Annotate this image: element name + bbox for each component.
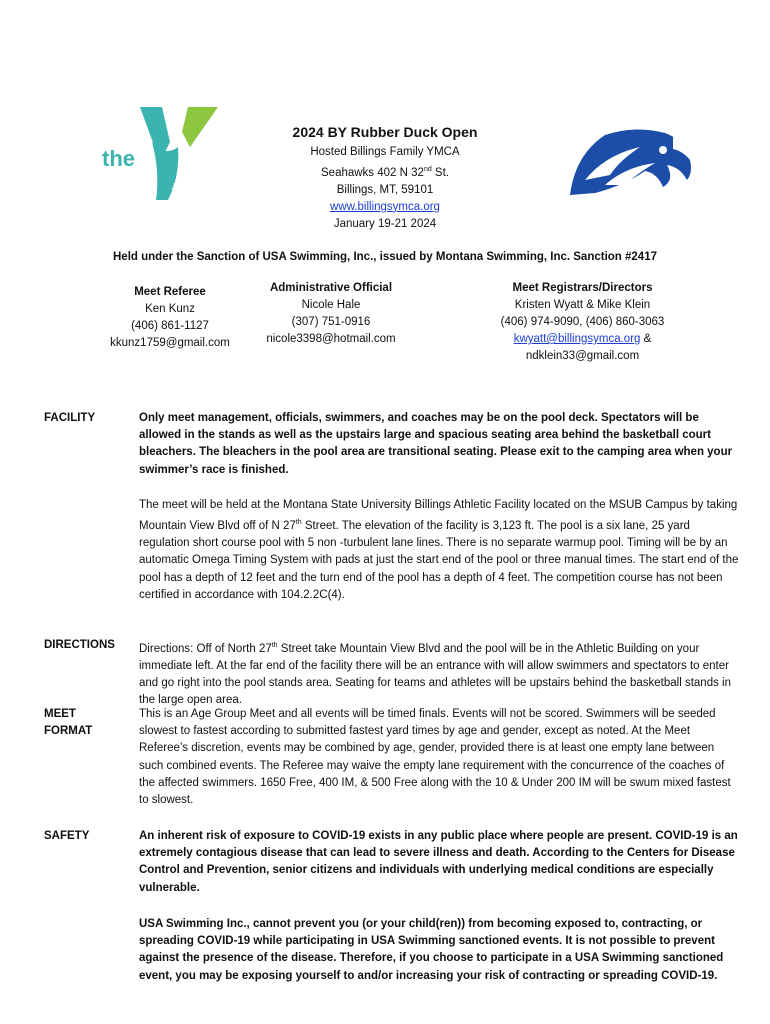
ymca-logo-the: the xyxy=(102,146,135,171)
host-line: Hosted Billings Family YMCA xyxy=(310,146,460,158)
referee-role: Meet Referee xyxy=(134,286,206,298)
registrars-names: Kristen Wyatt & Mike Klein xyxy=(514,299,651,311)
meet-format-text: This is an Age Group Meet and all events will be timed finals. Events will not be scored. Swimmers will be seeded slowest to fastest according to submitted fastest yard times by age and gender, except as noted. At the Meet Referee’s discretion, events may be combined by age, gender, provided there is at least one empty lane between such combined events. The Referee may waive the empty lane requirement with the concurrence of the coaches of the affected swimmers. 1650 Free, 400 IM, & 500 Free along with the 10 & Under 200 IM will be swum mixed fastest to slowest. xyxy=(139,708,731,807)
meet-dates: January 19-21 2024 xyxy=(333,217,437,230)
facility-label: FACILITY xyxy=(44,412,96,424)
registrar-amp: & xyxy=(640,333,652,345)
meet-header xyxy=(240,124,530,233)
registrar-email-2: ndklein33@gmail.com xyxy=(525,350,640,362)
referee-phone: (406) 861-1127 xyxy=(131,320,209,332)
facility-description: The meet will be held at the Montana State University Billings Athletic Facility located on the MSUB Campus by taking Mountain View Blvd off of N 27th Street. The elevation of the facility is 3,123 ft. The pool is a six lane, 25 yard regulation short course pool with 5 non -turbulent lane lines. There is no separate warmup pool. Timing will be by an automatic Omega Timing System with pads at just the start end of the pool or three manual times. The start end of the pool has a depth of 12 feet and the turn end of the pool has a depth of 4 feet. The competition course has not been certified in accordance with 104.2.2C(4). xyxy=(139,499,739,601)
referee-email: kkunz1759@gmail.com xyxy=(110,337,230,349)
registrars-contact xyxy=(480,280,685,365)
directions-text: Directions: Off of North 27th Street take Mountain View Blvd and the pool will be in the Athletic Building on your immediate left. At the far end of the facility there will be an entrance with will allow swimmers and spectators to enter and go right into the pool stands area. Seating for teams and athletes will be upstairs behind the basketball stands in the large open area. xyxy=(139,642,731,707)
directions-label: DIRECTIONS xyxy=(44,639,115,651)
sanction-line: Held under the Sanction of USA Swimming, Inc., issued by Montana Swimming, Inc. Sanction #2417 xyxy=(113,251,657,263)
ymca-logo-ymca: YMCA xyxy=(169,167,188,193)
facility-notice: Only meet management, officials, swimmers, and coaches may be on the pool deck. Spectators will be allowed in the stands as well as the upstairs large and spacious seating area behind the basketball court bleachers. The bleachers in the pool area are transitional seating. Please exit to the camping area when your swimmer’s race is finished. xyxy=(139,412,733,476)
referee-name: Ken Kunz xyxy=(145,303,195,315)
official-phone: (307) 751-0916 xyxy=(291,316,371,328)
official-name: Nicole Hale xyxy=(301,299,361,311)
address-line: Seahawks 402 N 32nd St. xyxy=(321,166,449,179)
registrars-role: Meet Registrars/Directors xyxy=(512,282,653,294)
safety-disclaimer: USA Swimming Inc., cannot prevent you (or your child(ren)) from becoming exposed to, contracting, or spreading COVID-19 while participating in USA Swimming sanctioned events. It is not possible to prevent against the presence of the disease. Therefore, if you choose to participate in a USA Swimming sanctioned event, you may be exposing yourself to and/or increasing your risk of contracting or spreading COVID-19. xyxy=(139,918,724,982)
website-link[interactable]: www.billingsymca.org xyxy=(330,200,440,213)
safety-risk: An inherent risk of exposure to COVID-19 exists in any public place where people are present. COVID-19 is an extremely contagious disease that can lead to severe illness and death. According to the Centers for Disease Control and Prevention, senior citizens and individuals with underlying medical conditions are especially vulnerable. xyxy=(139,830,738,894)
registrar-email-link[interactable]: kwyatt@billingsymca.org xyxy=(513,333,641,345)
safety-label: SAFETY xyxy=(44,830,90,842)
meet-title: 2024 BY Rubber Duck Open xyxy=(292,124,478,140)
official-role: Administrative Official xyxy=(269,282,393,294)
registrars-phones: (406) 974-9090, (406) 860-3063 xyxy=(500,316,665,328)
ymca-logo xyxy=(100,102,230,202)
meet-format-label: MEET FORMAT xyxy=(44,708,93,737)
city-line: Billings, MT, 59101 xyxy=(336,183,434,196)
referee-contact xyxy=(95,284,245,352)
hawk-logo xyxy=(565,125,695,200)
official-contact xyxy=(250,280,412,348)
official-email: nicole3398@hotmail.com xyxy=(266,333,396,345)
